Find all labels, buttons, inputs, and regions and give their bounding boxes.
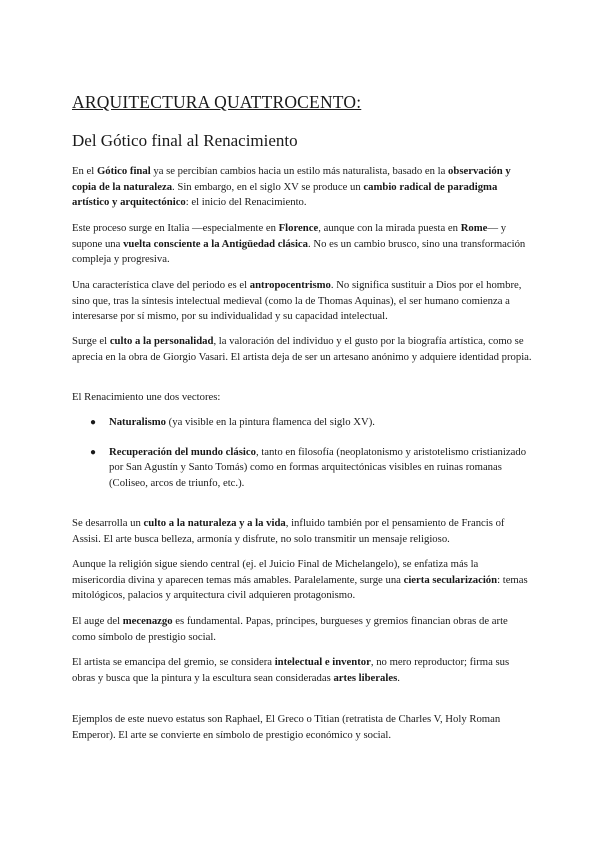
- bullet-item: [72, 415, 532, 431]
- bullet-text: [109, 416, 375, 428]
- text-run: ya se percibían cambios hacia un estilo más naturalista, basado en la: [150, 165, 449, 177]
- text-run: Este proceso surge en Italia —especialmente en: [72, 222, 279, 234]
- bold-text: Recuperación del mundo clásico: [109, 445, 256, 458]
- bold-text: Gótico final: [96, 165, 151, 177]
- bullet-list: [72, 415, 532, 491]
- text-run: Aunque la religión sigue siendo central (ej. el Juicio Final de Michelangelo), se enfatiza más la misericordia divina y aparecen temas más amables. Paralelamente, surge una: [72, 558, 479, 586]
- paragraph: [72, 278, 532, 325]
- paragraph: [72, 334, 532, 365]
- text-run: , no mero reproductor; firma sus obras y busca que la pintura y la escultura sean consideradas: [72, 656, 510, 684]
- bold-text: culto a la naturaleza y a la vida: [143, 517, 286, 529]
- text-run: Se desarrolla un: [72, 517, 144, 529]
- text-run: Ejemplos de este nuevo estatus son Raphael, El Greco o Titian (retratista de Charles V, Holy Roman Emperor). El arte se convierte en símbolo de prestigio económico y social.: [72, 713, 501, 741]
- text-run: .: [397, 671, 400, 684]
- bold-text: Rome: [460, 222, 488, 234]
- bold-text: Florence: [278, 222, 319, 234]
- bold-text: mecenazgo: [122, 615, 173, 627]
- text-run: Una característica clave del periodo es el: [72, 279, 250, 291]
- paragraph: [72, 614, 532, 645]
- bold-text: culto a la personalidad: [109, 335, 214, 347]
- bullet-icon: ●: [90, 446, 97, 458]
- paragraph: [72, 516, 532, 547]
- paragraph: [72, 712, 532, 743]
- text-run: . No significa sustituir a Dios por el hombre, sino que, tras la síntesis intelectual medieval (como la de Thomas Aquinas), el ser humano comienza a interesarse por sí mismo, por su individualidad y su capacidad intelectual.: [72, 279, 522, 323]
- paragraph: [72, 557, 532, 604]
- bold-text: artes liberales: [333, 671, 398, 684]
- text-run: : temas mitológicos, palacios y arquitectura civil adquieren protagonismo.: [72, 573, 528, 602]
- text-run: En el: [72, 165, 97, 177]
- document-subtitle: Del Gótico final al Renacimiento: [72, 131, 298, 150]
- bullet-text: [109, 446, 526, 489]
- bold-text: antropocentrismo: [249, 279, 331, 291]
- text-run: . Sin embargo, en el siglo XV se produce un: [172, 180, 364, 193]
- bold-text: vuelta consciente a la Antigüedad clásica: [123, 237, 309, 250]
- text-run: El Renacimiento une dos vectores:: [72, 391, 221, 403]
- bullet-icon: ●: [90, 417, 97, 428]
- paragraph: [72, 655, 532, 686]
- text-run: , influido también por el pensamiento de Francis of Assisi. El arte busca belleza, armonía y disfrute, no solo transmitir un mensaje religioso.: [72, 517, 505, 545]
- bold-text: Naturalismo: [109, 416, 166, 428]
- paragraph: [72, 164, 532, 211]
- text-run: El auge del: [72, 615, 123, 627]
- bold-text: cambio radical de paradigma artístico y arquitectónico: [72, 180, 498, 209]
- paragraph: [72, 390, 532, 406]
- text-run: es fundamental. Papas, príncipes, burgueses y gremios financian obras de arte como símbolo de prestigio social.: [72, 615, 508, 643]
- text-run: (ya visible en la pintura flamenca del siglo XV).: [166, 416, 375, 428]
- text-run: El artista se emancipa del gremio, se considera: [72, 656, 275, 668]
- text-run: . No es un cambio brusco, sino una transformación compleja y progresiva.: [72, 237, 526, 266]
- bold-text: intelectual e inventor: [274, 656, 371, 668]
- bullet-item: [72, 445, 532, 492]
- text-run: , aunque con la mirada puesta en: [318, 222, 461, 234]
- text-run: Surge el: [72, 335, 110, 347]
- bold-text: cierta secularización: [403, 573, 498, 586]
- bold-text: observación y copia de la naturaleza: [72, 165, 511, 193]
- paragraph: [72, 221, 532, 268]
- text-run: , tanto en filosofía (neoplatonismo y aristotelismo cristianizado por San Agustín y Santo Tomás) como en formas arquitectónicas visibles en ruinas romanas (Coliseo, arcos de triunfo, etc.).: [109, 445, 527, 489]
- text-run: — y supone una: [72, 222, 507, 250]
- document-title: ARQUITECTURA QUATTROCENTO:: [72, 92, 362, 112]
- text-run: : el inicio del Renacimiento.: [185, 196, 307, 209]
- text-run: , la valoración del individuo y el gusto por la biografía artística, como se aprecia en la obra de Giorgio Vasari. El artista deja de ser un artesano anónimo y adquiere identidad propia.: [72, 335, 532, 363]
